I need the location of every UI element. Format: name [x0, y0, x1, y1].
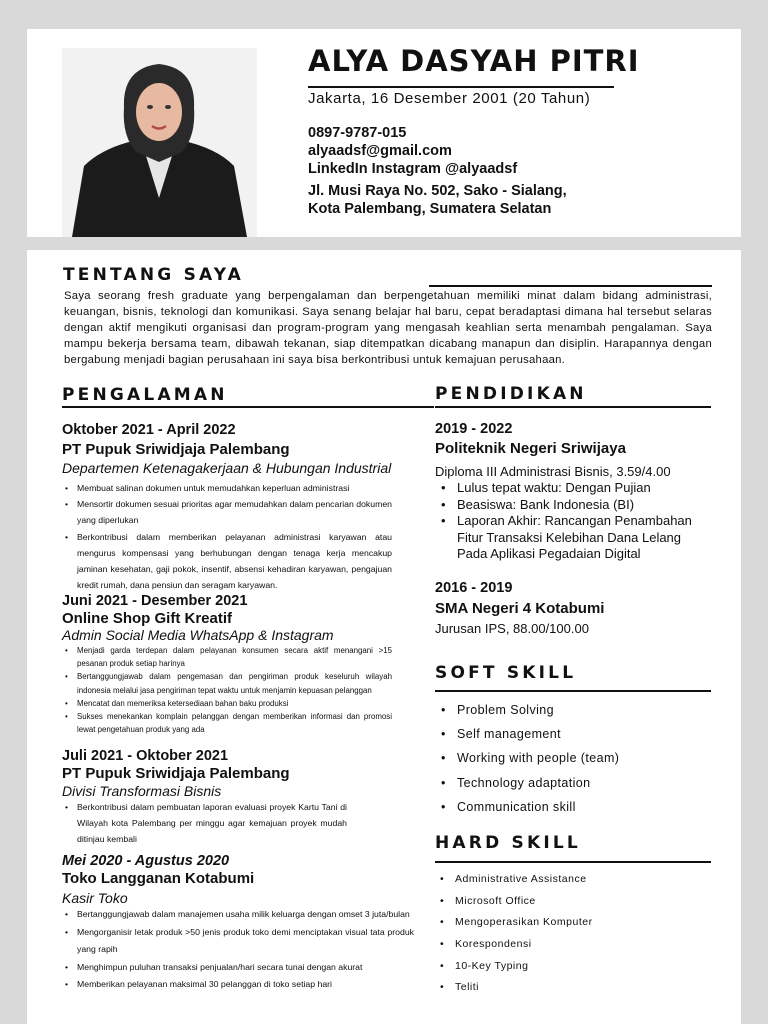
list-item: • Memberikan pelayanan maksimal 30 pelanggan di toko setiap hari — [62, 976, 414, 994]
list-item: • Administrative Assistance — [435, 873, 705, 895]
list-item: • Berkontribusi dalam memberikan pelayanan administrasi karyawan atau mengurus kompensasi yang berhubungan dengan tenaga kerja mencakup jaminan kesehatan, gaji pokok, insentif, absensi kehadiran karyawan, pengajuan kredit rumah, dana pensiun dan seragam karyawan. — [62, 529, 392, 594]
list-item: • Communication skill — [435, 800, 705, 824]
main-card — [27, 250, 741, 1024]
education-detail: Jurusan IPS, 88.00/100.00 — [435, 621, 589, 636]
job-bullets — [62, 799, 347, 848]
list-item: • Mengoperasikan Komputer — [435, 916, 705, 938]
education-school: Politeknik Negeri Sriwijaya — [435, 440, 626, 457]
hard-skill-title: HARD SKILL — [435, 833, 581, 853]
about-text: Saya seorang fresh graduate yang berpengalaman dan berpengetahuan memiliki minat dalam bidang administrasi, keuangan, bisnis, teknologi dan komunikasi. Saya senang belajar hal baru, cepat beradaptasi dimana hal tersebut selaras dengan aktif mengikuti organisasi dan program-program yang mengasah keahlian serta menambah pengalaman. Saya mampu bekerja bersama team, dibawah tekanan, siap ditempatkan dicabang manapun dan disiplin. Harapannya dengan bergabung menjadi bagian perusahaan ini saya bisa berkontribusi untuk kemajuan perusahaan. — [64, 290, 712, 366]
job-role: Admin Social Media WhatsApp & Instagram — [62, 627, 334, 643]
hard-skill-list — [435, 873, 705, 1003]
about-title: TENTANG SAYA — [63, 265, 244, 285]
list-item: • Menjadi garda terdepan dalam pelayanan konsumen secara aktif menangani >15 pesanan produk setiap harinya — [62, 644, 392, 670]
education-period: 2016 - 2019 — [435, 580, 513, 596]
email-address: alyaadsf@gmail.com — [308, 143, 452, 159]
education-bullets — [435, 480, 710, 563]
birth-info: Jakarta, 16 Desember 2001 (20 Tahun) — [308, 90, 591, 107]
list-item: • Microsoft Office — [435, 895, 705, 917]
list-item: • Korespondensi — [435, 938, 705, 960]
list-item: • Technology adaptation — [435, 776, 705, 800]
list-item: • Self management — [435, 727, 705, 751]
experience-title: PENGALAMAN — [62, 385, 228, 405]
list-item: • Bertanggungjawab dalam pengemasan dan pengiriman produk keseluruh wilayah indonesia melalui jasa pengiriman tepat waktu untuk menjamin kepuasan pelanggan — [62, 670, 392, 696]
job-role: Divisi Transformasi Bisnis — [62, 783, 222, 799]
list-item: • Laporan Akhir: Rancangan Penambahan Fitur Transaksi Kelebihan Dana Lelang Pada Aplikasi Pegadaian Digital — [435, 513, 710, 563]
experience-divider — [62, 406, 434, 408]
address-line-1: Jl. Musi Raya No. 502, Sako - Sialang, — [308, 183, 567, 199]
phone-number: 0897-9787-015 — [308, 125, 407, 141]
job-period: Mei 2020 - Agustus 2020 — [62, 853, 230, 869]
soft-skill-title: SOFT SKILL — [435, 663, 577, 683]
header-card — [27, 29, 741, 237]
address-line-2: Kota Palembang, Sumatera Selatan — [308, 201, 552, 217]
list-item: • Beasiswa: Bank Indonesia (BI) — [435, 497, 710, 514]
education-period: 2019 - 2022 — [435, 421, 513, 437]
job-bullets — [62, 480, 392, 593]
name-divider — [308, 86, 614, 88]
job-role: Departemen Ketenagakerjaan & Hubungan Industrial — [62, 460, 392, 476]
job-company: PT Pupuk Sriwidjaja Palembang — [62, 765, 290, 782]
job-period: Juni 2021 - Desember 2021 — [62, 593, 248, 609]
list-item: • Berkontribusi dalam pembuatan laporan evaluasi proyek Kartu Tani di Wilayah kota Palembang per minggu agar kemajuan proyek mudah ditinjau kembali — [62, 799, 347, 848]
list-item: • Problem Solving — [435, 703, 705, 727]
education-divider — [435, 406, 711, 408]
social-handle: LinkedIn Instagram @alyaadsf — [308, 161, 518, 177]
job-company: Online Shop Gift Kreatif — [62, 610, 233, 627]
job-company: Toko Langganan Kotabumi — [62, 870, 255, 887]
list-item: • Membuat salinan dokumen untuk memudahkan keperluan administrasi — [62, 480, 392, 496]
job-bullets — [62, 906, 414, 994]
list-item: • Mencatat dan memeriksa ketersediaan bahan baku produksi — [62, 697, 392, 710]
about-divider — [429, 285, 712, 287]
list-item: • 10-Key Typing — [435, 960, 705, 982]
hard-skill-divider — [435, 861, 711, 863]
list-item: • Bertanggungjawab dalam manajemen usaha milik keluarga dengan omset 3 juta/bulan — [62, 906, 414, 924]
education-school: SMA Negeri 4 Kotabumi — [435, 600, 605, 617]
education-detail: Diploma III Administrasi Bisnis, 3.59/4.00 — [435, 464, 671, 479]
soft-skill-divider — [435, 690, 711, 692]
list-item: • Mensortir dokumen sesuai prioritas agar memudahkan dalam pencarian dokumen yang diperlukan — [62, 496, 392, 528]
job-period: Juli 2021 - Oktober 2021 — [62, 748, 229, 764]
list-item: • Working with people (team) — [435, 751, 705, 775]
list-item: • Teliti — [435, 981, 705, 1003]
job-bullets — [62, 644, 392, 736]
candidate-name: ALYA DASYAH PITRI — [308, 44, 640, 78]
job-company: PT Pupuk Sriwidjaja Palembang — [62, 441, 290, 458]
soft-skill-list — [435, 703, 705, 824]
profile-photo — [62, 48, 257, 237]
list-item: • Menghimpun puluhan transaksi penjualan/hari secara tunai dengan akurat — [62, 959, 414, 977]
job-role: Kasir Toko — [62, 890, 128, 906]
education-title: PENDIDIKAN — [435, 384, 587, 404]
list-item: • Lulus tepat waktu: Dengan Pujian — [435, 480, 710, 497]
job-period: Oktober 2021 - April 2022 — [62, 422, 236, 438]
list-item: • Mengorganisir letak produk >50 jenis produk toko demi menciptakan visual tata produk yang rapih — [62, 924, 414, 959]
list-item: • Sukses menekankan komplain pelanggan dengan memberikan informasi dan promosi lewat pengetahuan produk yang ada — [62, 710, 392, 736]
